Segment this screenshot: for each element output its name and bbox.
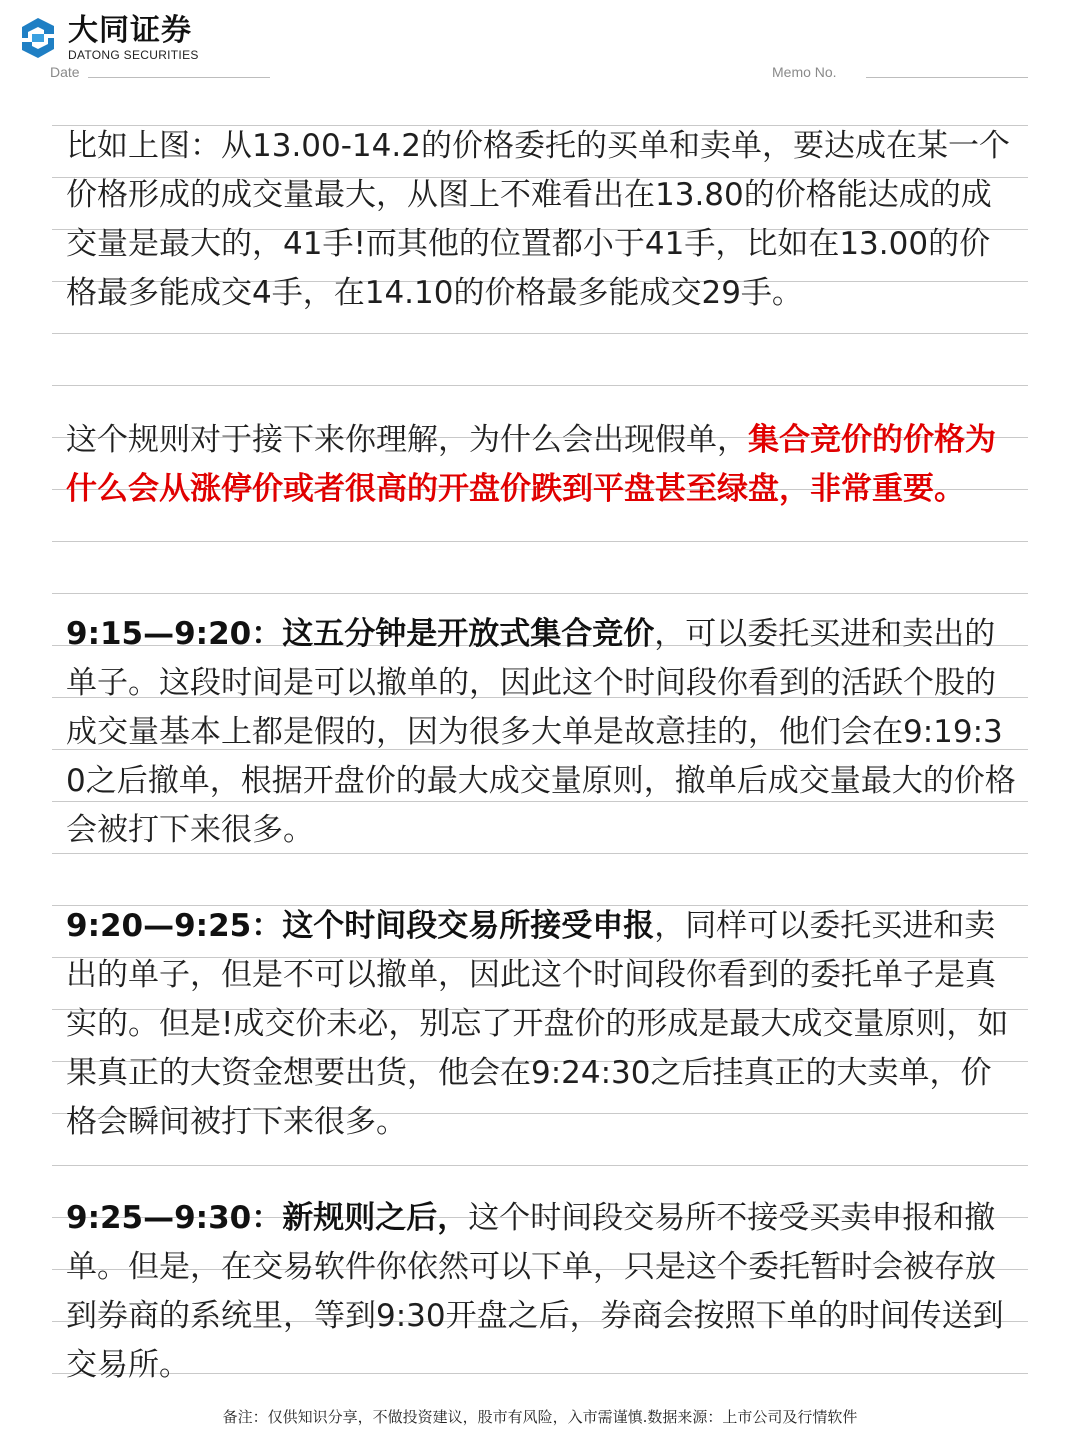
- ruled-line: [52, 1165, 1028, 1166]
- paragraph-915-920: [66, 610, 1016, 855]
- memo-label: Memo No.: [772, 64, 837, 80]
- ruled-line: [52, 385, 1028, 386]
- memo-underline: [866, 77, 1028, 78]
- paragraph-text: ，同样可以委托买进和卖出的单子，但是不可以撤单，因此这个时间段你看到的委托单子是真实的。但是!成交价未必，别忘了开盘价的形成是最大成交量原则，如果真正的大资金想要出货，他会在9:24:30之后挂真正的大卖单，价格会瞬间被打下来很多。: [66, 908, 1009, 1140]
- brand-name-en: DATONG SECURITIES: [68, 48, 199, 62]
- date-label: Date: [50, 64, 80, 80]
- brand-logo: [14, 14, 199, 62]
- paragraph-text: 比如上图：从13.00-14.2的价格委托的买单和卖单，要达成在某一个价格形成的成交量最大，从图上不难看出在13.80的价格能达成的成交量是最大的，41手!而其他的位置都小于41手，比如在13.00的价格最多能成交4手，在14.10的价格最多能成交29手。: [66, 128, 1010, 311]
- brand-name-cn: 大同证券: [68, 13, 192, 48]
- brand-text: [68, 14, 199, 62]
- paragraph-rule-importance: [66, 416, 1016, 514]
- ruled-line: [52, 541, 1028, 542]
- ruled-line: [52, 593, 1028, 594]
- paragraph-price-example: [66, 122, 1016, 318]
- paragraph-text: 这个规则对于接下来你理解，为什么会出现假单，: [66, 422, 748, 458]
- paragraph-925-930: [66, 1194, 1016, 1390]
- datong-logo-icon: [14, 14, 62, 62]
- paragraph-text: 这个时间段交易所不接受买卖申报和撤单。但是，在交易软件你依然可以下单，只是这个委托暂时会被存放到券商的系统里，等到9:30开盘之后，券商会按照下单的时间传送到交易所。: [66, 1200, 1004, 1383]
- date-underline: [88, 77, 270, 78]
- paragraph-920-925: [66, 902, 1016, 1147]
- highlight-text: 集合竞价的价格为什么会从涨停价或者很高的开盘价跌到平盘甚至绿盘，非常重要。: [66, 422, 996, 507]
- paragraph-text: ，可以委托买进和卖出的单子。这段时间是可以撤单的，因此这个时间段你看到的活跃个股的成交量基本上都是假的，因为很多大单是故意挂的，他们会在9:19:30之后撤单，根据开盘价的最大成交量原则，撤单后成交量最大的价格会被打下来很多。: [66, 616, 1016, 848]
- section-heading: 9:25—9:30：新规则之后，: [66, 1200, 469, 1236]
- disclaimer-footer: 备注：仅供知识分享，不做投资建议，股市有风险，入市需谨慎.数据来源：上市公司及行情软件: [222, 1408, 858, 1426]
- section-heading: 9:20—9:25：这个时间段交易所接受申报: [66, 908, 655, 944]
- section-heading: 9:15—9:20：这五分钟是开放式集合竞价: [66, 616, 655, 652]
- ruled-line: [52, 333, 1028, 334]
- page-header: [0, 0, 1080, 110]
